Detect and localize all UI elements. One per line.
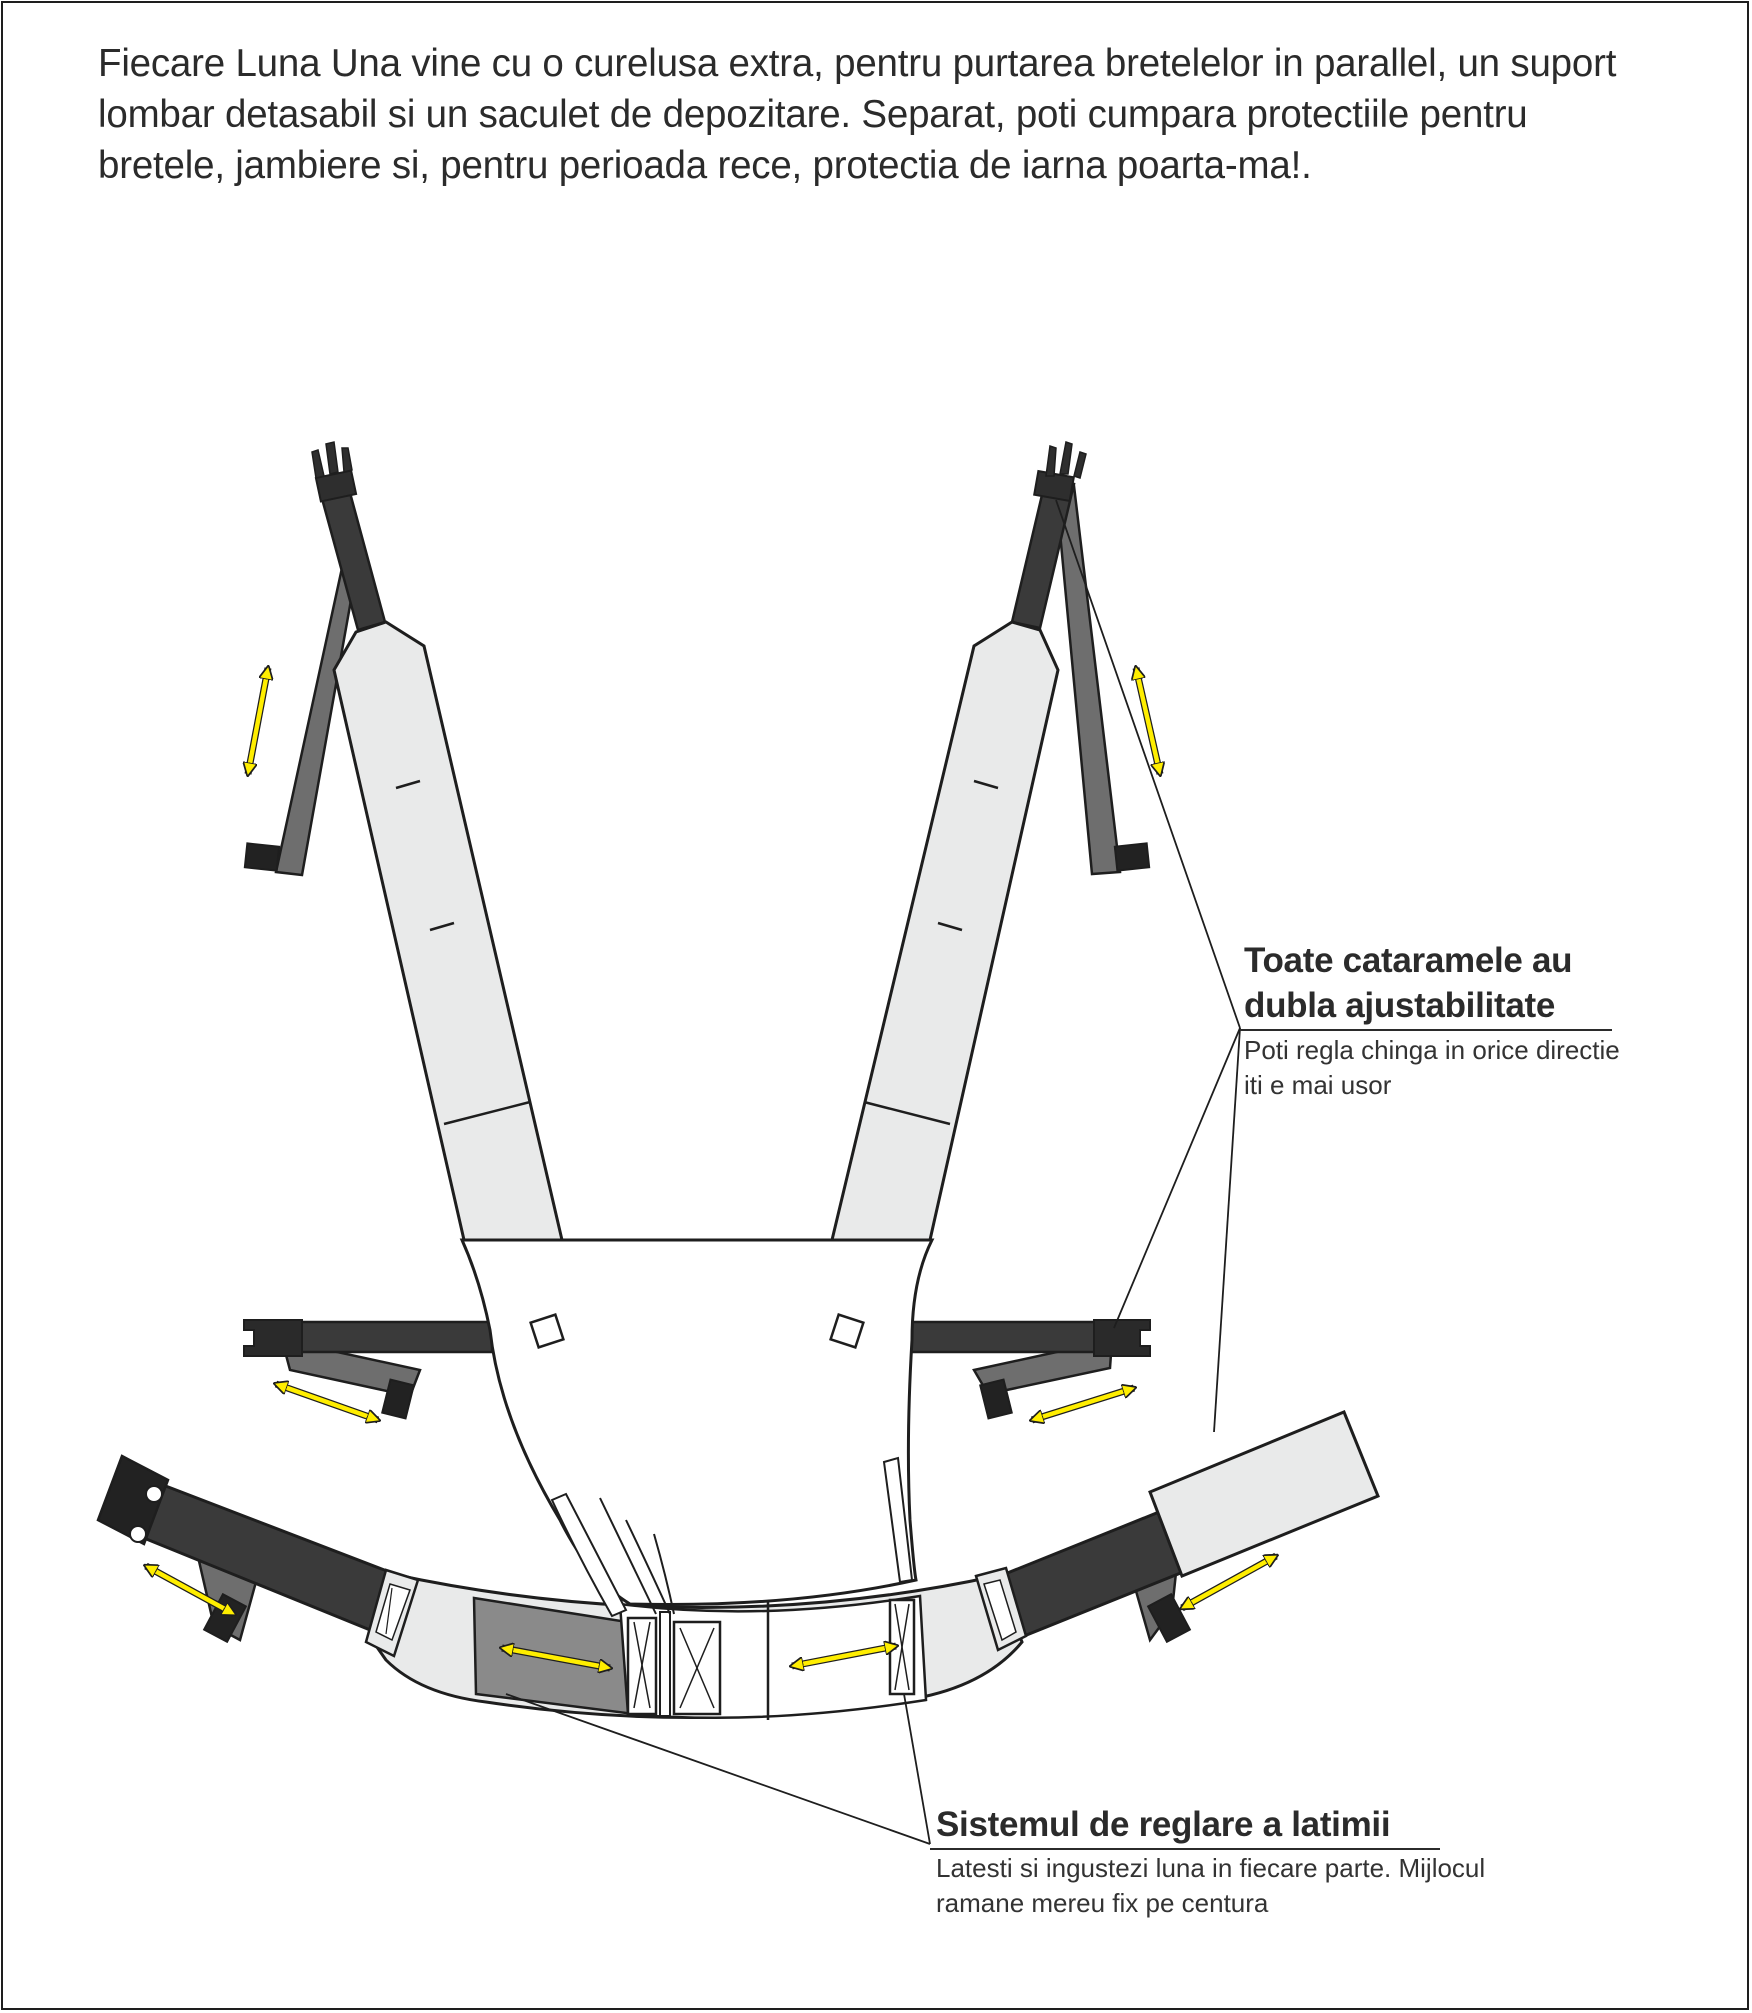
left-strap-tail-end xyxy=(245,843,279,870)
right-belt-extension xyxy=(1150,1412,1378,1576)
right-strap-tail xyxy=(1056,486,1120,874)
callout-buckles-title: Toate cataramele au dubla ajustabilitate xyxy=(1244,941,1573,1025)
left-waist-belt xyxy=(98,1456,400,1642)
callout-width-title: Sistemul de reglare a latimii xyxy=(936,1805,1391,1844)
callout-buckles-rule xyxy=(1240,1029,1612,1031)
intro-text: Fiecare Luna Una vine cu o curelusa extra, pentru purtarea bretelelor in parallel, un suport lombar detasabil si un saculet de depozitare. Separat, poti cumpara protectiile pentru bretele, jambiere si, pentru perioada rece, protectia de iarna poarta-ma!. xyxy=(98,42,1617,187)
right-shoulder-pad xyxy=(832,622,1058,1240)
callout-buckles-description: Poti regla chinga in orice directie iti e mai usor xyxy=(1244,1035,1620,1100)
carrier-body-panel xyxy=(462,1240,932,1616)
right-side-strap xyxy=(902,1320,1150,1418)
right-buckle-icon xyxy=(1034,442,1086,501)
left-buckle-icon xyxy=(312,442,356,501)
callout-buckles xyxy=(1244,938,1624,1103)
left-shoulder-pad xyxy=(334,622,562,1240)
callout-width-rule xyxy=(930,1848,1440,1850)
left-shoulder-strap xyxy=(245,442,562,1240)
left-strap-tail xyxy=(276,568,356,875)
callout-width-description: Latesti si ingustezi luna in fiecare parte. Mijlocul ramane mereu fix pe centura xyxy=(936,1853,1486,1918)
right-strap-tail-end xyxy=(1115,843,1149,870)
right-shoulder-strap xyxy=(832,442,1149,1240)
left-side-strap xyxy=(244,1320,492,1418)
callout-width xyxy=(936,1802,1496,1921)
